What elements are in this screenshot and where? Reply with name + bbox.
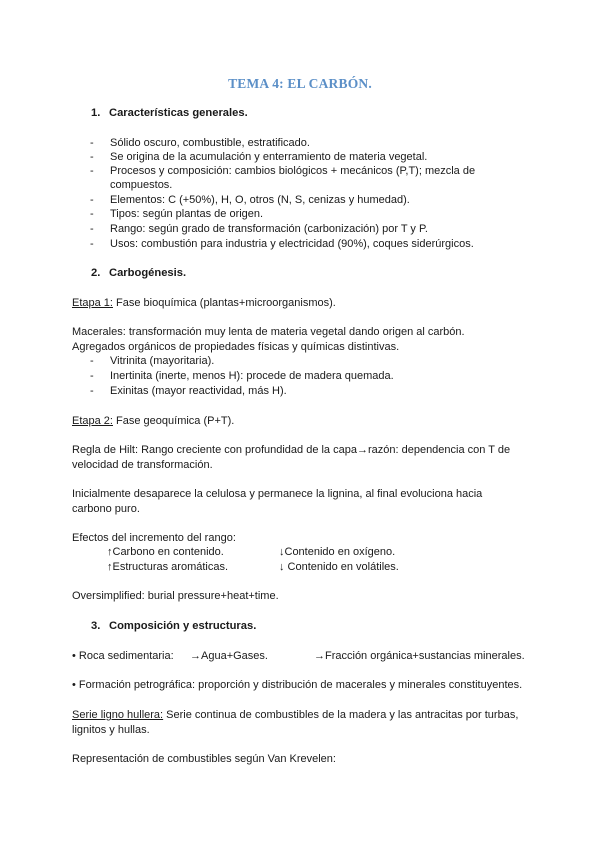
- section-2-number: 2.: [91, 267, 101, 279]
- paragraph-line: Macerales: transformación muy lenta de materia vegetal dando origen al carbón.: [72, 326, 465, 338]
- etapa-2-label: Etapa 2:: [72, 415, 113, 427]
- list-item: - Se origina de la acumulación y enterramiento de materia vegetal.: [90, 151, 428, 163]
- list-item: - Rango: según grado de transformación (carbonización) por T y P.: [90, 223, 428, 235]
- serie-text: Serie continua de combustibles de la madera y las antracitas por turbas,: [163, 709, 519, 721]
- paragraph-line: • Formación petrográfica: proporción y distribución de macerales y minerales constituyentes.: [72, 679, 523, 691]
- paragraph-line: Regla de Hilt: Rango creciente con profundidad de la capa→razón: dependencia con T de: [72, 444, 511, 456]
- paragraph-line: Inicialmente desaparece la celulosa y permanece la lignina, al final evoluciona hacia: [72, 488, 483, 500]
- page-title: TEMA 4: EL CARBÓN.: [228, 76, 372, 91]
- serie-line: [72, 708, 518, 723]
- bullet-text: Inertinita (inerte, menos H): procede de madera quemada.: [110, 370, 394, 382]
- roca-right: →Fracción orgánica+sustancias minerales.: [314, 650, 525, 662]
- etapa-1-line: [72, 296, 336, 311]
- paragraph-line: Oversimplified: burial pressure+heat+time.: [72, 590, 279, 602]
- list-item: - Inertinita (inerte, menos H): procede de madera quemada.: [90, 370, 394, 382]
- bullet-text: Rango: según grado de transformación (carbonización) por T y P.: [110, 223, 428, 235]
- efecto-left: ↑Estructuras aromáticas.: [107, 561, 229, 573]
- bullet-text: Sólido oscuro, combustible, estratificado.: [110, 137, 310, 149]
- section-3-title: Composición y estructuras.: [109, 620, 257, 632]
- efectos-title: Efectos del incremento del rango:: [72, 532, 236, 544]
- list-item: - Tipos: según plantas de origen.: [90, 208, 264, 220]
- bullet-text: Usos: combustión para industria y electricidad (90%), coques siderúrgicos.: [110, 238, 474, 250]
- paragraph-line: velocidad de transformación.: [72, 459, 213, 471]
- list-item: - Procesos y composición: cambios biológicos + mecánicos (P,T); mezcla de: [90, 165, 476, 177]
- paragraph-line: Representación de combustibles según Van Krevelen:: [72, 753, 336, 765]
- efecto-right: ↓Contenido en oxígeno.: [279, 546, 396, 558]
- list-item: - Vitrinita (mayoritaria).: [90, 355, 215, 367]
- section-2-title: Carbogénesis.: [109, 267, 187, 279]
- etapa-2-text: Fase geoquímica (P+T).: [112, 415, 235, 427]
- bullet-text: Procesos y composición: cambios biológicos + mecánicos (P,T); mezcla de: [110, 165, 476, 177]
- roca-label: • Roca sedimentaria:: [72, 650, 174, 662]
- section-1-number: 1.: [91, 107, 101, 119]
- etapa-2-line: [72, 414, 234, 429]
- etapa-1-label: Etapa 1:: [72, 297, 113, 309]
- paragraph-line: carbono puro.: [72, 503, 140, 515]
- section-2-heading: [91, 266, 186, 281]
- roca-mid: →Agua+Gases.: [190, 650, 268, 662]
- bullet-text: Elementos: C (+50%), H, O, otros (N, S, cenizas y humedad).: [110, 194, 410, 206]
- list-item-continuation: compuestos.: [110, 179, 173, 191]
- section-3-heading: [91, 619, 256, 634]
- list-item: - Exinitas (mayor reactividad, más H).: [90, 385, 287, 397]
- list-item: - Sólido oscuro, combustible, estratificado.: [90, 137, 310, 149]
- etapa-1-text: Fase bioquímica (plantas+microorganismos).: [112, 297, 336, 309]
- section-1-heading: [91, 106, 248, 121]
- section-3-number: 3.: [91, 620, 101, 632]
- efecto-left: ↑Carbono en contenido.: [107, 546, 224, 558]
- efecto-right: ↓ Contenido en volátiles.: [279, 561, 399, 573]
- bullet-text: Exinitas (mayor reactividad, más H).: [110, 385, 287, 397]
- bullet-text: Vitrinita (mayoritaria).: [110, 355, 215, 367]
- section-1-title: Características generales.: [109, 107, 248, 119]
- bullet-text: Tipos: según plantas de origen.: [110, 208, 264, 220]
- serie-label: Serie ligno hullera:: [72, 709, 164, 721]
- bullet-text: Se origina de la acumulación y enterramiento de materia vegetal.: [110, 151, 428, 163]
- list-item: - Elementos: C (+50%), H, O, otros (N, S, cenizas y humedad).: [90, 194, 410, 206]
- paragraph-line: lignitos y hullas.: [72, 724, 150, 736]
- paragraph-line: Agregados orgánicos de propiedades físicas y químicas distintivas.: [72, 341, 400, 353]
- list-item: - Usos: combustión para industria y electricidad (90%), coques siderúrgicos.: [90, 238, 474, 250]
